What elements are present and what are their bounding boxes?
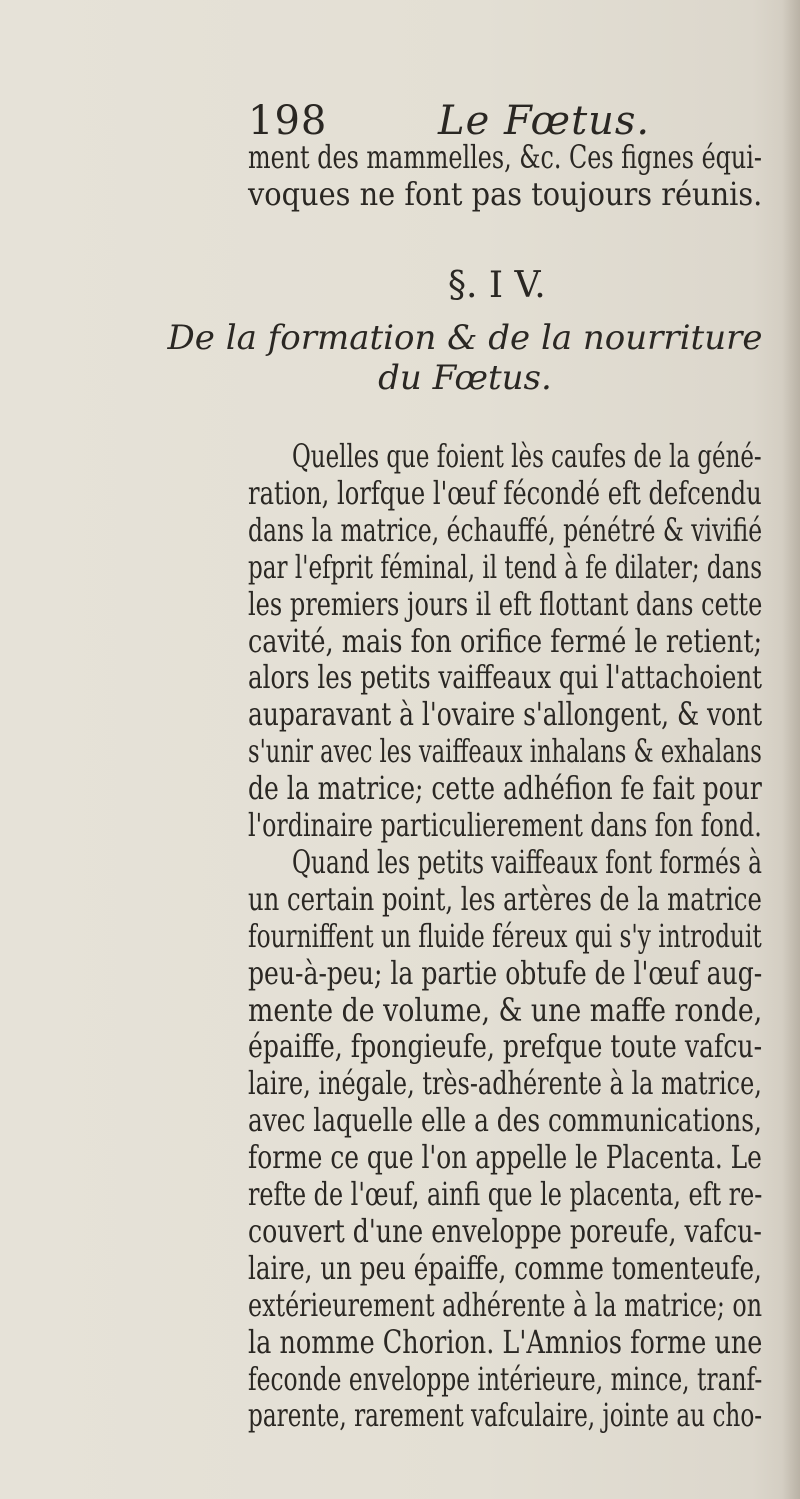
text-line: s'unir avec les vaiffeaux inhalans & exhalans [248, 732, 762, 771]
paragraph-first-line: Quelles que foient lès caufes de la géné- [292, 437, 762, 475]
text-line: l'ordinaire particulierement dans fon fond. [248, 806, 762, 844]
text-line: auparavant à l'ovaire s'allongent, & vont [248, 695, 763, 734]
text-line: feconde enveloppe intérieure, mince, tranf- [248, 1359, 763, 1398]
text-line: peu-à-peu; la partie obtufe de l'œuf aug- [248, 953, 763, 992]
text-line: laire, un peu épaiffe, comme tomenteufe, [248, 1248, 762, 1287]
section-number: §. I V. [448, 265, 546, 306]
text-line: couvert d'une enveloppe poreufe, vafcu- [248, 1211, 762, 1250]
text-line: la nomme Chorion. L'Amnios forme une [248, 1322, 763, 1361]
text-line: de la matrice; cette adhéfion fe fait pour [248, 769, 762, 808]
text-line: extérieurement adhérente à la matrice; on [248, 1285, 763, 1324]
page-edge-shadow [782, 0, 800, 1499]
text-line: avec laquelle elle a des communications, [248, 1101, 762, 1140]
text-line: ment des mammelles, &c. Ces fignes équi- [248, 138, 762, 176]
text-line: épaiffe, fpongieufe, prefque toute vafcu- [248, 1027, 763, 1066]
text-line: par l'efprit féminal, il tend à fe dilater; dans [248, 547, 763, 586]
section-title-continued: du Fœtus. [378, 358, 552, 398]
text-line: alors les petits vaiffeaux qui l'attachoient [248, 658, 763, 697]
text-line: laire, inégale, très-adhérente à la matrice, [248, 1064, 762, 1103]
text-line: parente, rarement vafculaire, jointe au cho- [248, 1396, 763, 1435]
text-line: cavité, mais fon orifice fermé le retient; [248, 621, 763, 660]
text-line: ration, lorfque l'œuf fécondé eft defcendu [248, 473, 762, 512]
text-line: forme ce que l'on appelle le Placenta. Le [248, 1138, 762, 1177]
text-line: les premiers jours il eft flottant dans cette [248, 584, 763, 623]
section-title: De la formation & de la nourriture [167, 318, 763, 358]
paragraph-first-line: Quand les petits vaiffeaux font formés à [292, 842, 762, 881]
running-title: Le Fœtus. [438, 98, 651, 144]
text-line: dans la matrice, échauffé, pénétré & vivifié [248, 510, 763, 549]
text-line: mente de volume, & une maffe ronde, [248, 990, 763, 1029]
page-number: 198 [248, 98, 328, 144]
text-line: un certain point, les artères de la matrice [248, 879, 762, 918]
text-line: refte de l'œuf, ainfi que le placenta, eft re- [248, 1175, 763, 1213]
text-line: voques ne font pas toujours réunis. [248, 175, 763, 213]
text-line: fourniffent un fluide féreux qui s'y introduit [248, 916, 762, 955]
